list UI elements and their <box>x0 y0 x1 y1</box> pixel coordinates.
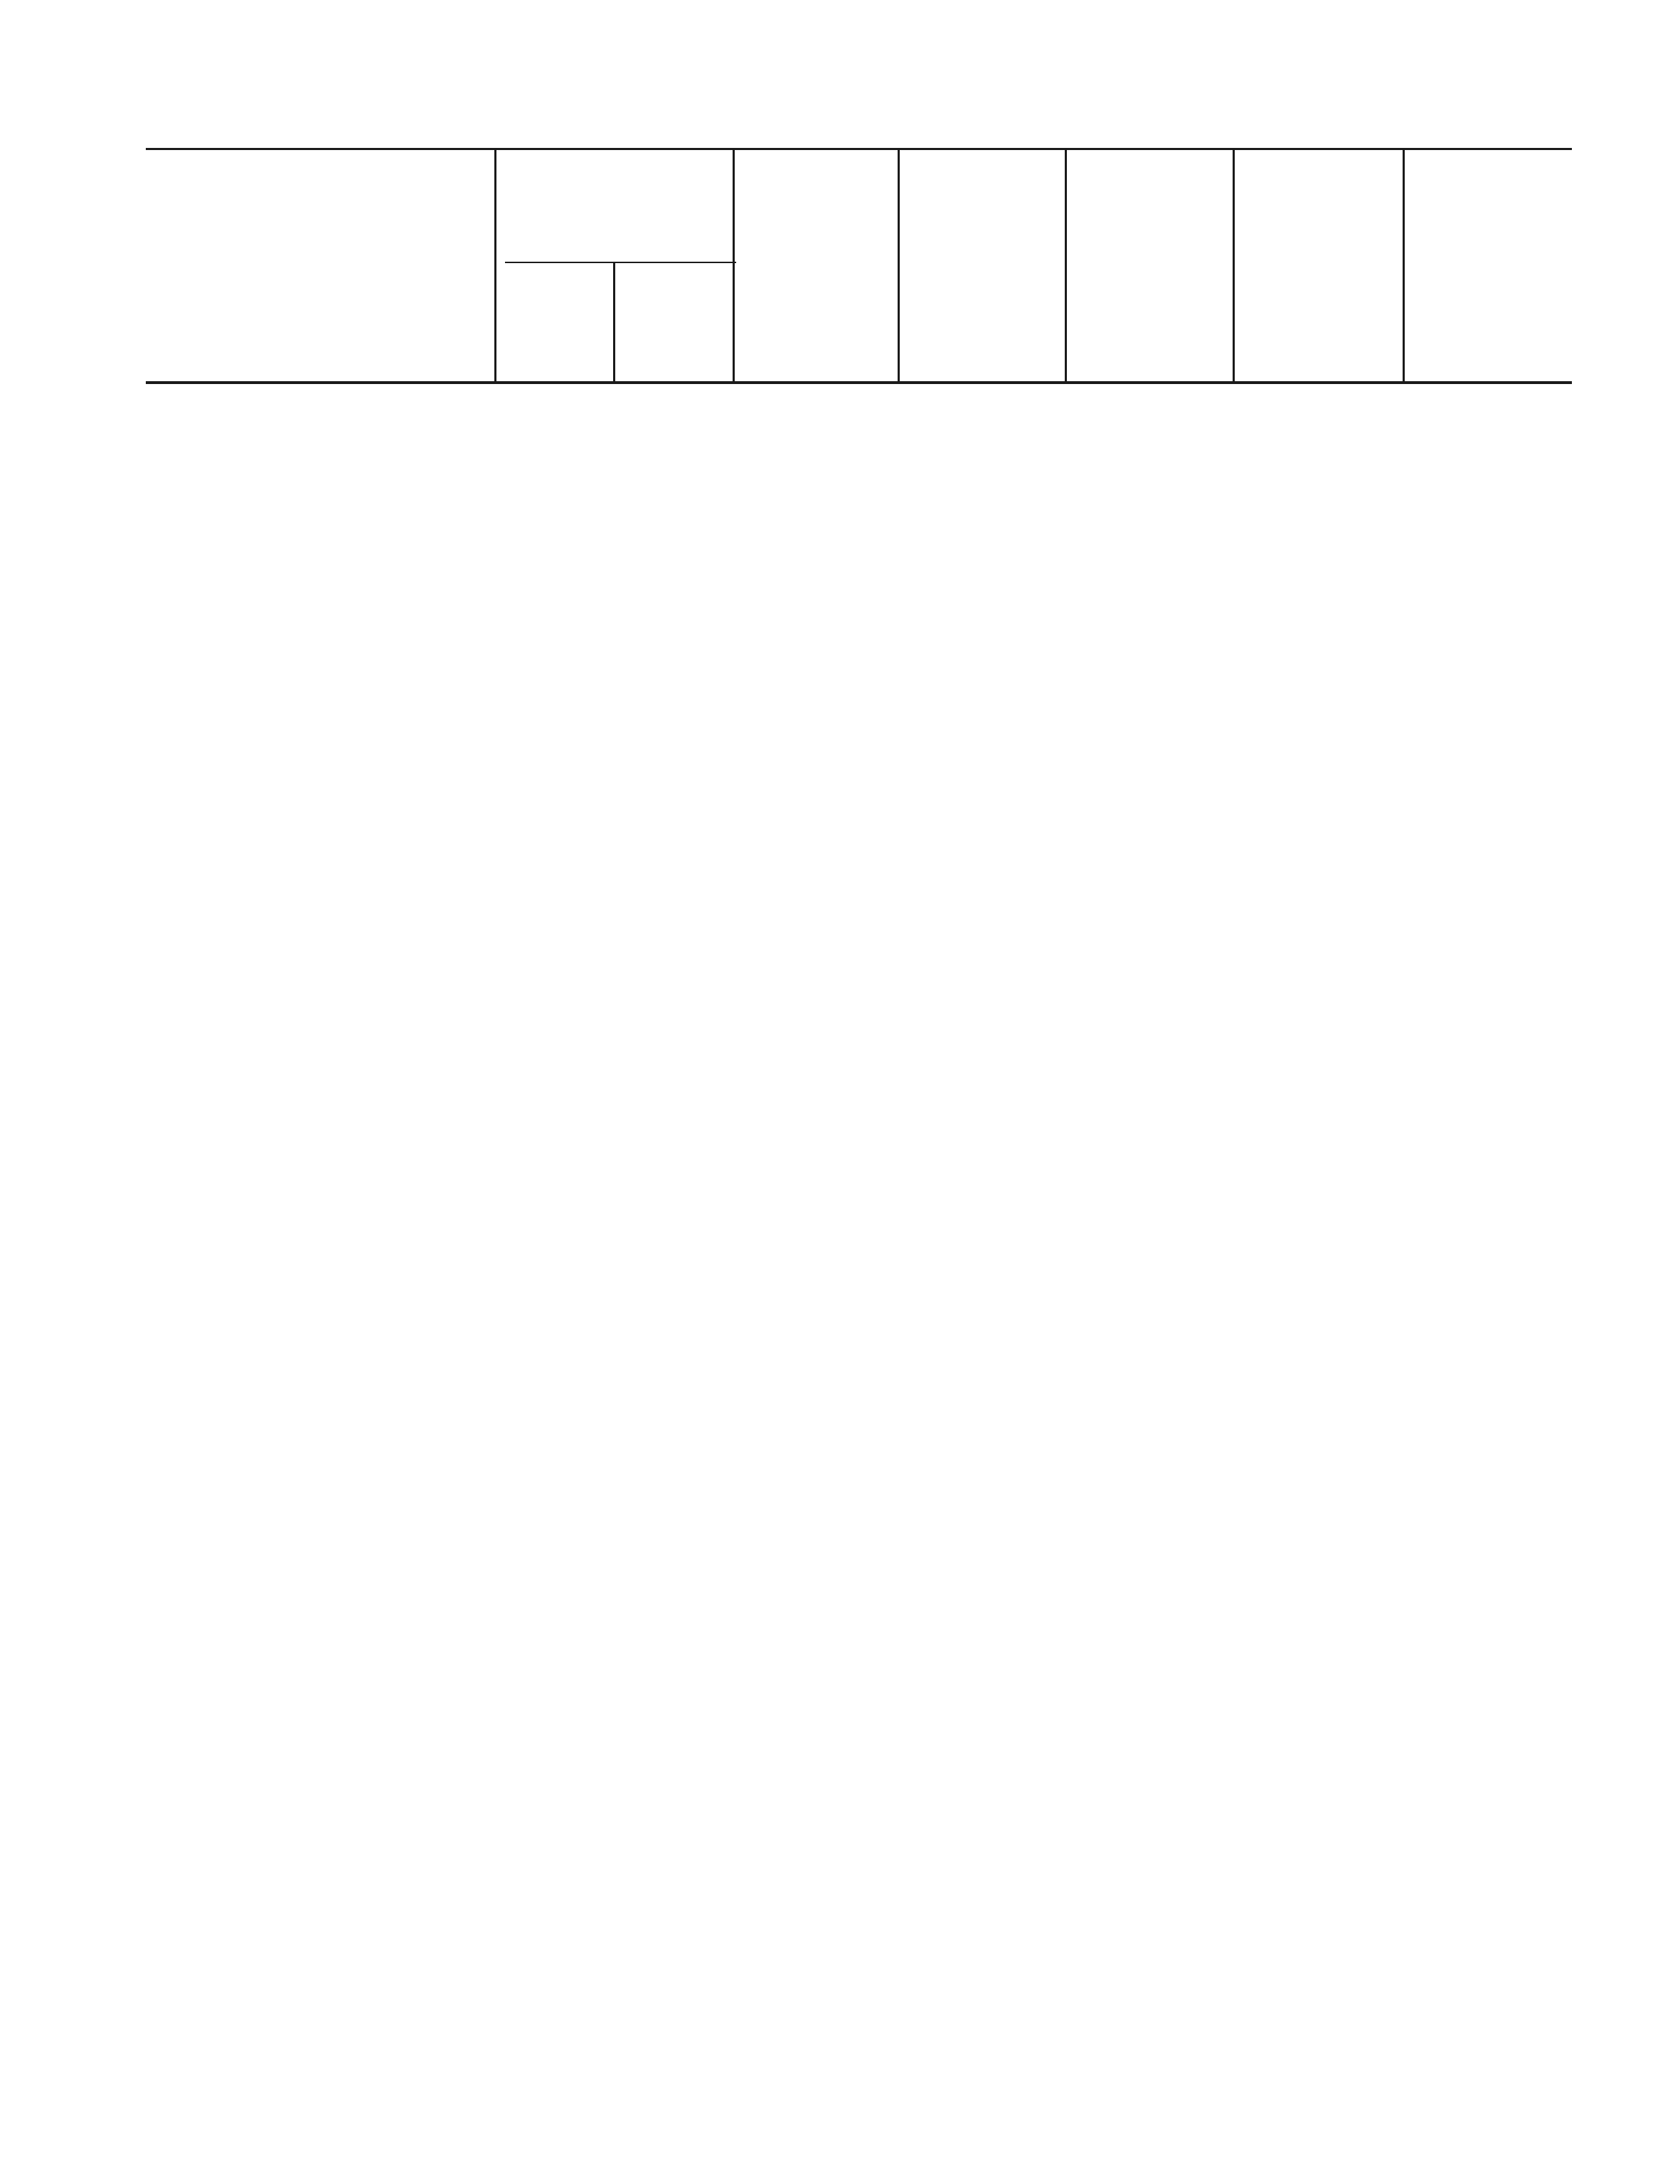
header-separator <box>613 263 615 383</box>
header-separator <box>1065 149 1067 383</box>
header-separator <box>1233 149 1235 383</box>
subheader-rule <box>505 262 736 263</box>
header-bottom-rule <box>146 381 1572 384</box>
header-separator <box>1403 149 1405 383</box>
header-separator <box>494 149 496 383</box>
header-separator <box>733 149 735 383</box>
header-separator <box>898 149 900 383</box>
header-top-rule <box>146 148 1572 150</box>
